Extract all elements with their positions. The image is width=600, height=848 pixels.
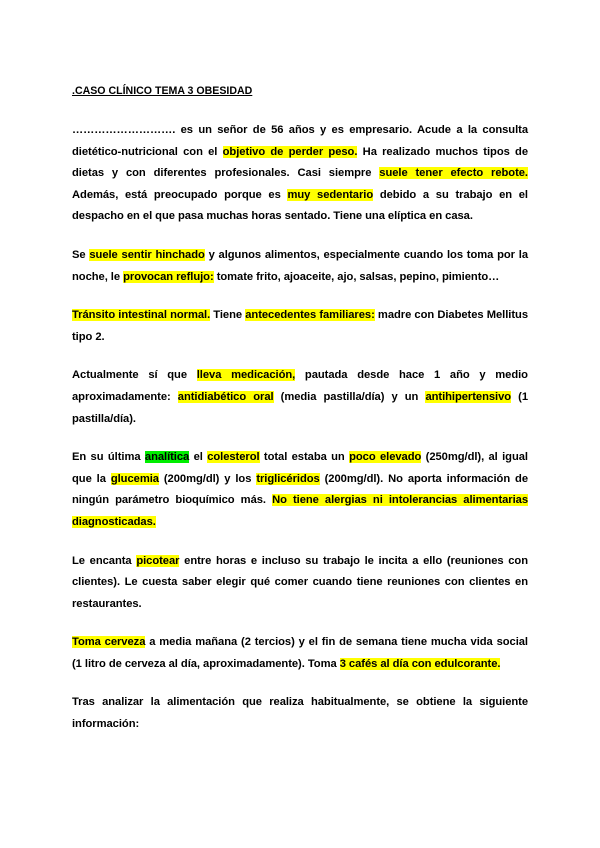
highlighted-text: triglicéridos xyxy=(256,472,320,485)
highlighted-text: picotear xyxy=(136,554,180,567)
text-segment: madre con Diabetes Mellitus tipo 2. xyxy=(72,309,528,343)
paragraph-patient-intro xyxy=(72,120,528,228)
text-segment: pautada desde hace 1 año y medio aproximadamente: xyxy=(72,369,528,403)
text-segment: Ha realizado muchos tipos de dietas y con diferentes profesionales. Casi siempre xyxy=(72,145,529,180)
text-segment: (200mg/dl). No aporta información de ningún parámetro bioquímico más. xyxy=(72,472,528,507)
paragraph-beverages xyxy=(72,632,528,675)
highlighted-text: No tiene alergias ni intolerancias alimentarias diagnosticadas. xyxy=(72,494,529,528)
highlighted-text: suele sentir hinchado xyxy=(89,248,205,261)
paragraph-medication xyxy=(72,365,528,430)
highlighted-text: antecedentes familiares: xyxy=(245,309,375,322)
text-segment: (250mg/dl), al igual que la xyxy=(72,451,528,485)
highlighted-text: colesterol xyxy=(207,451,260,464)
document-title: .CASO CLÍNICO TEMA 3 OBESIDAD xyxy=(72,85,253,97)
document-page xyxy=(72,84,528,753)
text-segment: ………………………. es un señor de 56 años y es empresario. Acude a la consulta dietético-nutricional con el xyxy=(72,124,528,158)
paragraph-intestinal-history xyxy=(72,305,528,348)
text-segment: total estaba un xyxy=(259,451,350,464)
text-segment: (media pastilla/día) y un xyxy=(273,390,426,403)
highlighted-text: Tránsito intestinal normal. xyxy=(72,309,211,322)
text-segment: Le encanta xyxy=(72,554,137,567)
highlighted-text: objetivo de perder peso. xyxy=(222,145,358,158)
text-segment: Tiene xyxy=(210,309,246,322)
text-segment: Además, está preocupado porque es xyxy=(72,188,288,201)
highlighted-text: Toma cerveza xyxy=(72,636,146,649)
paragraph-snacking-habits xyxy=(72,551,528,616)
highlighted-text-green: analítica xyxy=(144,451,190,464)
paragraph-lab-results xyxy=(72,447,528,533)
highlighted-text: lleva medicación, xyxy=(196,369,296,382)
text-segment: debido a su trabajo en el despacho en el que pasa muchas horas sentado. Tiene una elíptica en casa. xyxy=(72,188,528,223)
text-segment: entre horas e incluso su trabajo le incita a ello (reuniones con clientes). Le cuesta saber elegir qué comer cuando tiene reuniones con clientes en restaurantes. xyxy=(72,554,528,610)
text-segment: Actualmente sí que xyxy=(72,369,197,382)
highlighted-text: provocan reflujo: xyxy=(123,270,214,283)
text-segment: el xyxy=(189,451,208,464)
text-segment: (1 pastilla/día). xyxy=(72,390,528,425)
text-segment: (200mg/dl) y los xyxy=(158,472,257,485)
text-segment: y algunos alimentos, especialmente cuando los toma por la noche, le xyxy=(72,248,528,283)
highlighted-text: suele tener efecto rebote. xyxy=(379,167,528,180)
paragraph-diet-analysis-intro xyxy=(72,692,528,735)
highlighted-text: muy sedentario xyxy=(287,188,374,201)
highlighted-text: 3 cafés al día con edulcorante. xyxy=(339,657,501,670)
highlighted-text: glucemia xyxy=(110,472,159,485)
text-segment: Se xyxy=(72,248,90,261)
highlighted-text: antidiabético oral xyxy=(177,390,274,403)
highlighted-text: antihipertensivo xyxy=(425,390,512,403)
paragraph-digestive-symptoms xyxy=(72,245,528,288)
text-segment: a media mañana (2 tercios) y el fin de semana tiene mucha vida social (1 litro de cerveza al día, aproximadamente). Toma xyxy=(72,636,528,670)
highlighted-text: poco elevado xyxy=(349,451,422,464)
text-segment: En su última xyxy=(72,451,145,464)
text-segment: tomate frito, ajoaceite, ajo, salsas, pepino, pimiento… xyxy=(213,270,500,283)
text-segment: Tras analizar la alimentación que realiza habitualmente, se obtiene la siguiente información: xyxy=(72,696,528,731)
